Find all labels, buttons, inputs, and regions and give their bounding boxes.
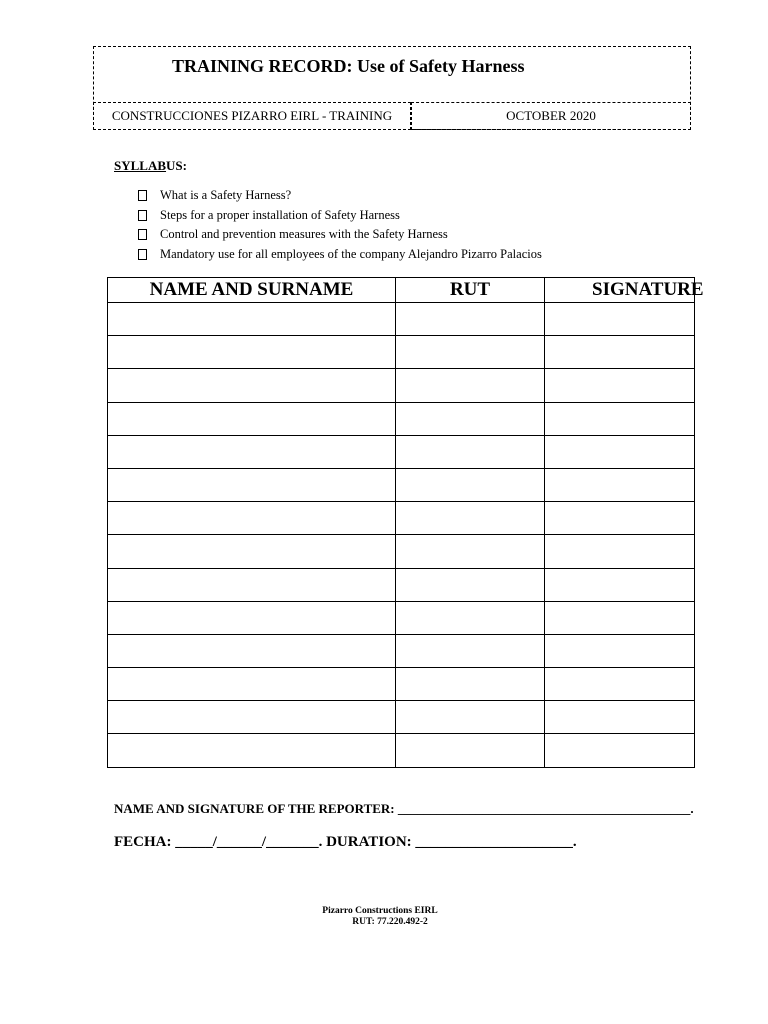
signature-cell[interactable] — [545, 601, 695, 634]
rut-cell[interactable] — [396, 468, 545, 501]
signature-cell[interactable] — [545, 568, 695, 601]
signature-cell[interactable] — [545, 435, 695, 468]
name-cell[interactable] — [108, 634, 396, 667]
document-title — [172, 56, 525, 77]
name-cell[interactable] — [108, 336, 396, 369]
checkbox-icon — [138, 190, 147, 201]
header-signature — [545, 278, 704, 303]
title-bold: TRAINING RECORD: — [172, 56, 353, 76]
signature-cell[interactable] — [545, 701, 695, 734]
rut-cell[interactable] — [396, 402, 545, 435]
checkbox-icon — [138, 210, 147, 221]
table-row — [108, 701, 695, 734]
syllabus-label — [114, 158, 187, 174]
name-cell[interactable] — [108, 369, 396, 402]
table-row — [108, 435, 695, 468]
rut-cell[interactable] — [396, 502, 545, 535]
name-cell[interactable] — [108, 601, 396, 634]
name-cell[interactable] — [108, 402, 396, 435]
syllabus-item — [138, 208, 542, 228]
rut-cell[interactable] — [396, 336, 545, 369]
rut-cell[interactable] — [396, 535, 545, 568]
syllabus-item-text: What is a Safety Harness? — [160, 188, 292, 202]
name-cell[interactable] — [108, 734, 396, 767]
syllabus-list — [138, 188, 542, 266]
syllabus-label-underlined: SYLLAB — [114, 158, 167, 173]
table-row — [108, 303, 695, 336]
table-row — [108, 601, 695, 634]
date-cell: OCTOBER 2020 — [411, 102, 691, 130]
title-rest: Use of Safety Harness — [352, 56, 525, 76]
header-rut: RUT — [396, 278, 545, 303]
fecha-blank[interactable]: _____/______/_______. — [175, 834, 323, 850]
rut-cell[interactable] — [396, 601, 545, 634]
table-body — [108, 303, 695, 768]
table-row — [108, 535, 695, 568]
syllabus-item-text: Steps for a proper installation of Safety Harness — [160, 207, 400, 222]
table-row — [108, 336, 695, 369]
name-cell[interactable] — [108, 701, 396, 734]
reporter-line — [114, 801, 694, 817]
signature-cell[interactable] — [545, 402, 695, 435]
rut-cell[interactable] — [396, 668, 545, 701]
signature-cell[interactable] — [545, 369, 695, 402]
attendance-table — [107, 277, 704, 768]
table-row — [108, 734, 695, 767]
rut-cell[interactable] — [396, 734, 545, 767]
signature-cell[interactable] — [545, 634, 695, 667]
duration-blank[interactable]: _____________________. — [415, 834, 577, 850]
name-cell[interactable] — [108, 568, 396, 601]
signature-cell[interactable] — [545, 734, 695, 767]
duration-label: DURATION: — [322, 834, 416, 850]
rut-cell[interactable] — [396, 568, 545, 601]
signature-cell[interactable] — [545, 502, 695, 535]
checkbox-icon — [138, 229, 147, 240]
syllabus-label-rest: US: — [166, 158, 187, 173]
syllabus-item — [138, 188, 542, 208]
rut-cell[interactable] — [396, 303, 545, 336]
syllabus-item-text: Mandatory use for all employees of the company Alejandro Pizarro Palacios — [160, 246, 542, 261]
name-cell[interactable] — [108, 668, 396, 701]
company-cell: CONSTRUCCIONES PIZARRO EIRL - TRAINING — [93, 102, 411, 130]
name-cell[interactable] — [108, 303, 396, 336]
table-row — [108, 369, 695, 402]
checkbox-icon — [138, 249, 147, 260]
name-cell[interactable] — [108, 435, 396, 468]
name-cell[interactable] — [108, 468, 396, 501]
table-row — [108, 568, 695, 601]
table-row — [108, 668, 695, 701]
signature-cell[interactable] — [545, 668, 695, 701]
signature-cell[interactable] — [545, 303, 695, 336]
footer — [300, 906, 460, 928]
rut-cell[interactable] — [396, 435, 545, 468]
footer-company: Pizarro Constructions EIRL — [322, 906, 438, 916]
date-duration-line — [114, 834, 577, 851]
table-row — [108, 502, 695, 535]
table-row — [108, 402, 695, 435]
syllabus-item-text: Control and prevention measures with the Safety Harness — [160, 227, 448, 241]
rut-cell[interactable] — [396, 634, 545, 667]
signature-cell[interactable] — [545, 468, 695, 501]
table-row — [108, 468, 695, 501]
syllabus-item — [138, 247, 542, 267]
reporter-blank[interactable]: _____________________________________________. — [397, 801, 694, 816]
rut-cell[interactable] — [396, 701, 545, 734]
reporter-label: NAME AND SIGNATURE OF THE REPORTER: — [114, 801, 398, 816]
table-row — [108, 634, 695, 667]
table-header-row — [108, 278, 695, 303]
rut-cell[interactable] — [396, 369, 545, 402]
footer-rut: RUT: 77.220.492-2 — [352, 917, 428, 927]
signature-cell[interactable] — [545, 336, 695, 369]
syllabus-item — [138, 227, 542, 247]
name-cell[interactable] — [108, 535, 396, 568]
header-name-surname: NAME AND SURNAME — [108, 278, 396, 303]
name-cell[interactable] — [108, 502, 396, 535]
fecha-label: FECHA: — [114, 834, 176, 850]
header-signature-text: SIGNATURE — [592, 279, 704, 300]
signature-cell[interactable] — [545, 535, 695, 568]
